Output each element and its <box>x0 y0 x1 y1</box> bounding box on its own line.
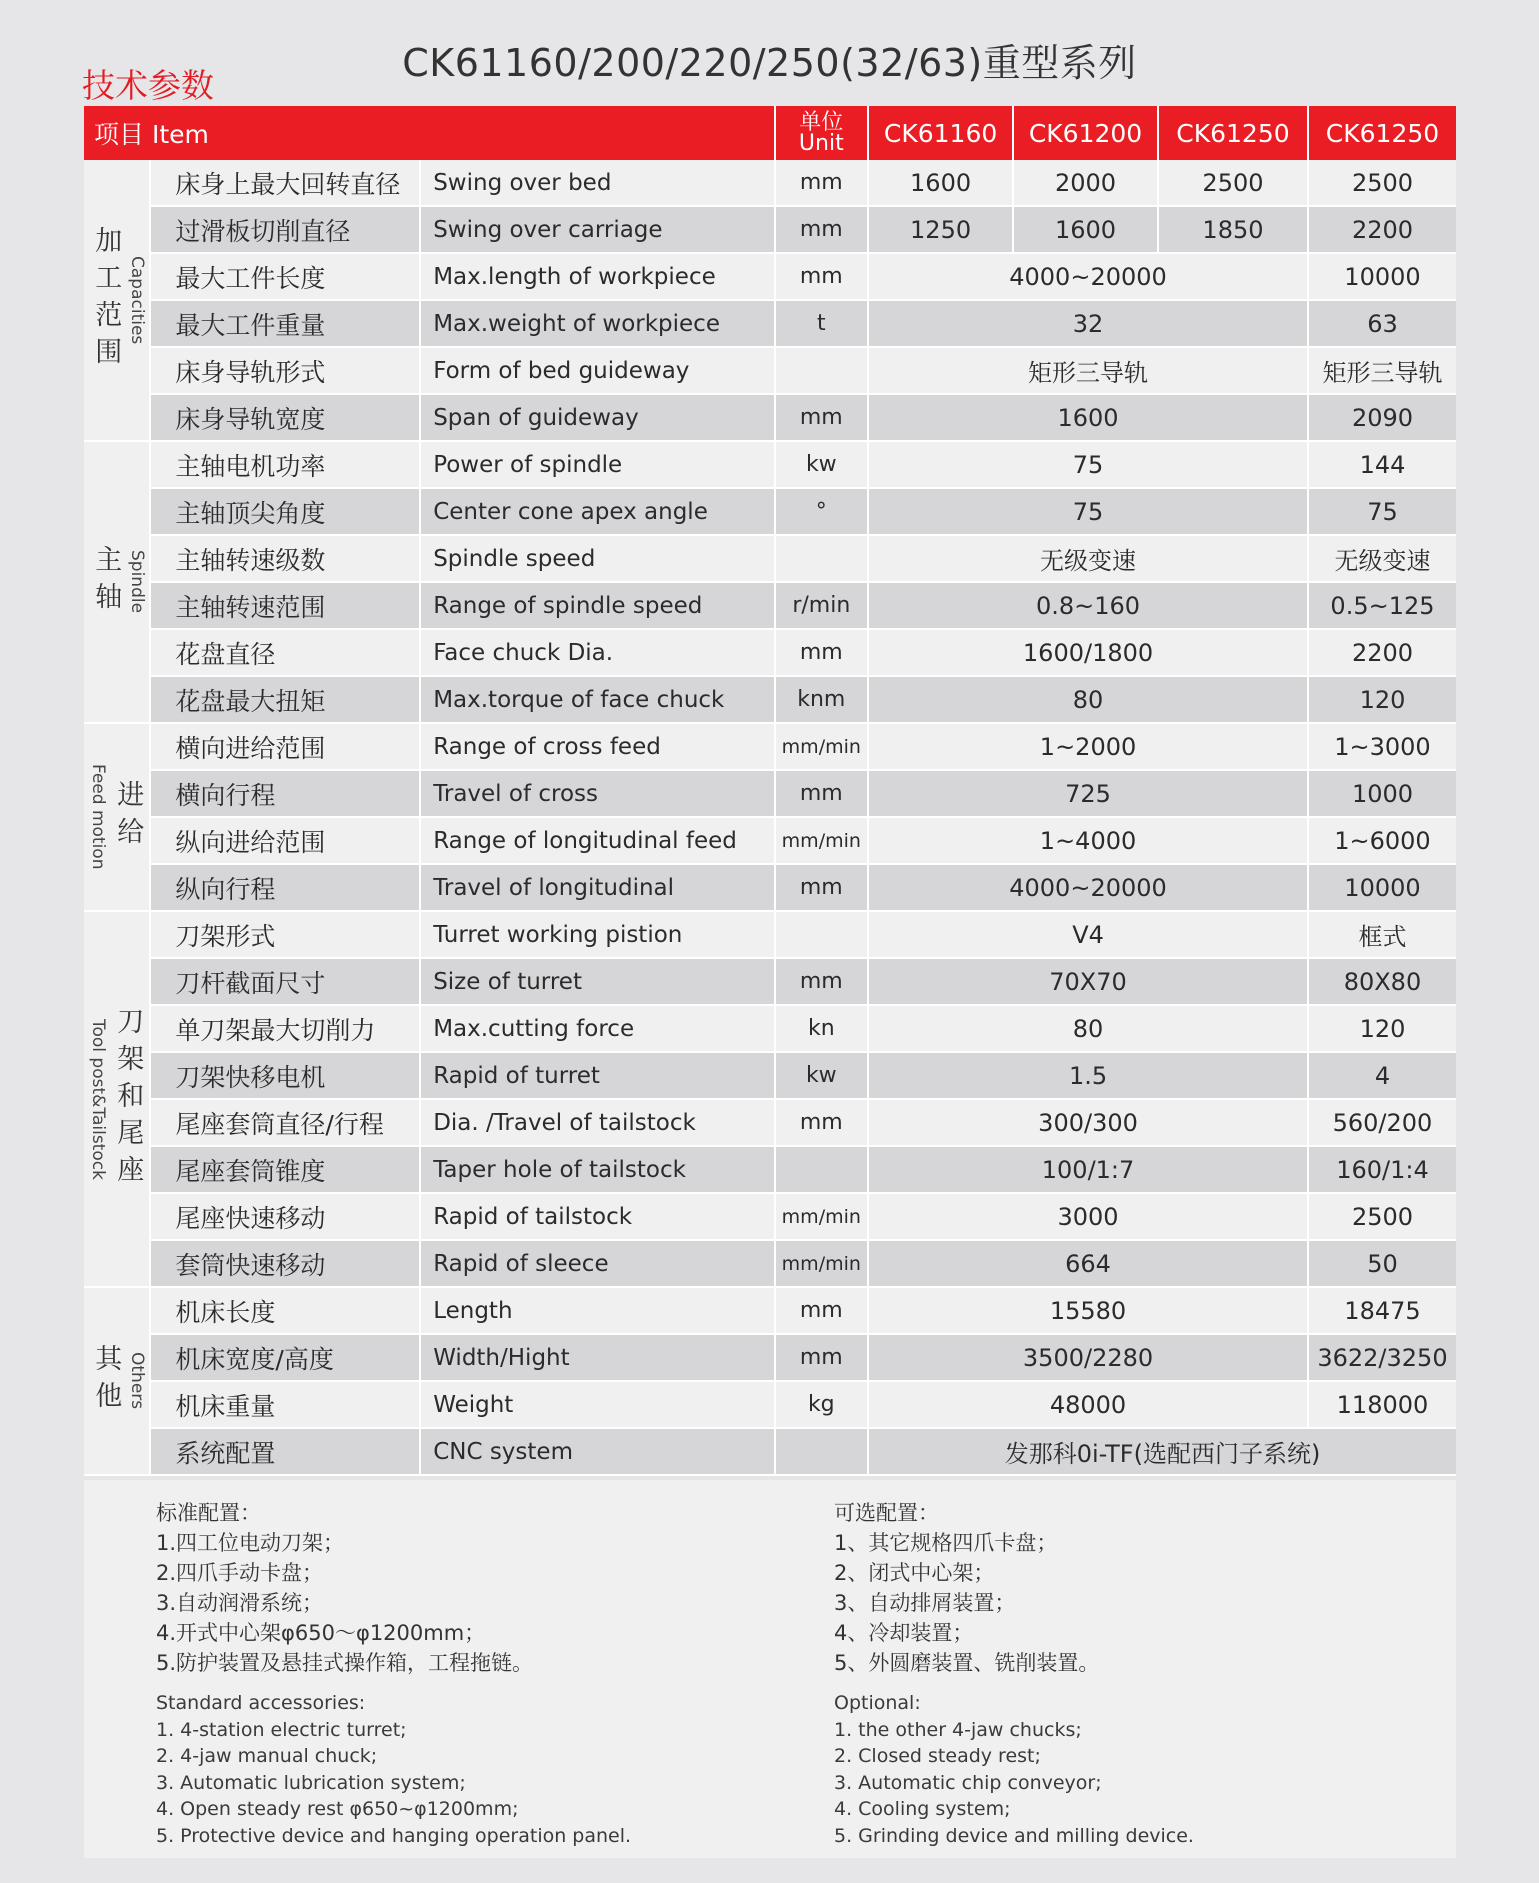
param-name-en: Range of spindle speed <box>420 582 774 629</box>
param-value: 75 <box>868 441 1308 488</box>
param-value: 18475 <box>1308 1287 1456 1334</box>
table-row <box>84 253 1456 300</box>
param-name-en: Weight <box>420 1381 774 1428</box>
param-name-cn: 尾座套筒直径/行程 <box>150 1099 420 1146</box>
table-row <box>84 958 1456 1005</box>
param-value: 2200 <box>1308 629 1456 676</box>
spec-table <box>84 106 1456 1476</box>
param-unit: mm <box>775 1287 869 1334</box>
param-name-cn: 过滑板切削直径 <box>150 206 420 253</box>
param-value: 560/200 <box>1308 1099 1456 1146</box>
param-name-cn: 尾座套筒锥度 <box>150 1146 420 1193</box>
param-value: 2500 <box>1308 160 1456 206</box>
param-name-cn: 套筒快速移动 <box>150 1240 420 1287</box>
table-row <box>84 1052 1456 1099</box>
table-row <box>84 1287 1456 1334</box>
section-title: 技术参数 <box>82 66 214 105</box>
param-name-cn: 纵向行程 <box>150 864 420 911</box>
table-row <box>84 160 1456 206</box>
param-unit: knm <box>775 676 869 723</box>
note-line: 2. Closed steady rest; <box>834 1745 1041 1767</box>
param-name-en: Max.cutting force <box>420 1005 774 1052</box>
param-name-en: Taper hole of tailstock <box>420 1146 774 1193</box>
param-name-cn: 主轴顶尖角度 <box>150 488 420 535</box>
param-value: 144 <box>1308 441 1456 488</box>
param-value: 发那科0i-TF(选配西门子系统) <box>868 1428 1456 1475</box>
param-name-cn: 机床长度 <box>150 1287 420 1334</box>
param-value: 70X70 <box>868 958 1308 1005</box>
param-value: 32 <box>868 300 1308 347</box>
param-value: 4 <box>1308 1052 1456 1099</box>
param-unit: mm <box>775 253 869 300</box>
param-value: 1850 <box>1158 206 1308 253</box>
page-title: CK61160/200/220/250(32/63)重型系列 <box>402 41 1137 85</box>
param-name-en: Dia. /Travel of tailstock <box>420 1099 774 1146</box>
param-value: V4 <box>868 911 1308 958</box>
note-line: Standard accessories: <box>156 1692 366 1714</box>
param-unit: mm <box>775 770 869 817</box>
param-unit <box>775 1146 869 1193</box>
param-value: 1250 <box>868 206 1013 253</box>
group-feed <box>84 723 150 911</box>
note-line: 3. Automatic chip conveyor; <box>834 1771 1102 1794</box>
param-name-cn: 主轴转速级数 <box>150 535 420 582</box>
param-name-en: Travel of cross <box>420 770 774 817</box>
note-line: 标准配置： <box>156 1501 261 1525</box>
header-model-2: CK61200 <box>1013 106 1158 160</box>
param-value: 2000 <box>1013 160 1158 206</box>
param-value: 3000 <box>868 1193 1308 1240</box>
note-line: 5.防护装置及悬挂式操作箱，工程拖链。 <box>156 1651 534 1675</box>
standard-accessories <box>156 1498 631 1849</box>
param-name-en: CNC system <box>420 1428 774 1475</box>
note-line: Tool post&Tailstock <box>88 1018 109 1180</box>
note-line: 1. 4-station electric turret; <box>156 1718 407 1741</box>
param-name-cn: 尾座快速移动 <box>150 1193 420 1240</box>
param-value: 725 <box>868 770 1308 817</box>
param-name-cn: 系统配置 <box>150 1428 420 1475</box>
param-unit <box>775 535 869 582</box>
param-value: 10000 <box>1308 864 1456 911</box>
param-value: 0.5~125 <box>1308 582 1456 629</box>
table-row <box>84 1240 1456 1287</box>
note-line: 单位 <box>799 110 844 135</box>
param-name-cn: 单刀架最大切削力 <box>150 1005 420 1052</box>
note-line: 5、外圆磨装置、铣削装置。 <box>834 1651 1100 1675</box>
note-line: 1. the other 4-jaw chucks; <box>834 1718 1082 1741</box>
param-name-cn: 最大工件长度 <box>150 253 420 300</box>
note-line: 3、自动排屑装置； <box>834 1591 1016 1615</box>
group-spindle <box>84 441 150 723</box>
table-row <box>84 1428 1456 1475</box>
param-value: 2500 <box>1158 160 1308 206</box>
param-unit: kn <box>775 1005 869 1052</box>
param-value: 75 <box>868 488 1308 535</box>
header-model-1: CK61160 <box>868 106 1013 160</box>
param-name-en: Power of spindle <box>420 441 774 488</box>
note-line: Others <box>127 1352 148 1410</box>
param-unit: mm/min <box>775 1193 869 1240</box>
param-value: 1~4000 <box>868 817 1308 864</box>
param-name-cn: 横向行程 <box>150 770 420 817</box>
param-name-en: Size of turret <box>420 958 774 1005</box>
param-name-en: Range of cross feed <box>420 723 774 770</box>
param-name-en: Spindle speed <box>420 535 774 582</box>
param-unit: mm <box>775 864 869 911</box>
param-value: 1.5 <box>868 1052 1308 1099</box>
param-value: 48000 <box>868 1381 1308 1428</box>
group-others <box>84 1287 150 1475</box>
param-value: 63 <box>1308 300 1456 347</box>
accessories-notes <box>84 1480 1456 1858</box>
param-name-en: Width/Hight <box>420 1334 774 1381</box>
param-value: 1600/1800 <box>868 629 1308 676</box>
table-row <box>84 300 1456 347</box>
param-value: 矩形三导轨 <box>868 347 1308 394</box>
table-row <box>84 911 1456 958</box>
param-value: 10000 <box>1308 253 1456 300</box>
param-name-cn: 纵向进给范围 <box>150 817 420 864</box>
param-value: 3622/3250 <box>1308 1334 1456 1381</box>
param-value: 100/1:7 <box>868 1146 1308 1193</box>
param-value: 4000~20000 <box>868 253 1308 300</box>
table-row <box>84 535 1456 582</box>
note-line: 4.开式中心架φ650～φ1200mm； <box>156 1621 486 1645</box>
param-unit: mm/min <box>775 1240 869 1287</box>
param-value: 2500 <box>1308 1193 1456 1240</box>
table-row <box>84 864 1456 911</box>
param-name-cn: 主轴电机功率 <box>150 441 420 488</box>
table-row <box>84 1146 1456 1193</box>
param-name-en: Form of bed guideway <box>420 347 774 394</box>
note-line: 4. Cooling system; <box>834 1798 1011 1820</box>
param-unit: mm <box>775 160 869 206</box>
note-line: 3. Automatic lubrication system; <box>156 1771 466 1794</box>
param-value: 120 <box>1308 1005 1456 1052</box>
param-name-cn: 刀杆截面尺寸 <box>150 958 420 1005</box>
param-value: 50 <box>1308 1240 1456 1287</box>
param-name-cn: 刀架形式 <box>150 911 420 958</box>
param-name-cn: 花盘最大扭矩 <box>150 676 420 723</box>
param-unit <box>775 911 869 958</box>
table-row <box>84 1005 1456 1052</box>
header-model-4: CK61250 <box>1308 106 1456 160</box>
param-name-en: Swing over bed <box>420 160 774 206</box>
param-value: 118000 <box>1308 1381 1456 1428</box>
param-name-en: Max.length of workpiece <box>420 253 774 300</box>
table-header <box>84 106 1456 160</box>
param-value: 2090 <box>1308 394 1456 441</box>
param-value: 框式 <box>1308 911 1456 958</box>
note-line: Feed motion <box>88 764 109 870</box>
param-unit: ° <box>775 488 869 535</box>
param-unit: mm <box>775 1099 869 1146</box>
note-line: Capacities <box>127 255 148 345</box>
param-name-cn: 床身导轨宽度 <box>150 394 420 441</box>
param-value: 1~3000 <box>1308 723 1456 770</box>
note-line: 2.四爪手动卡盘； <box>156 1561 324 1585</box>
param-value: 1600 <box>868 160 1013 206</box>
param-unit: t <box>775 300 869 347</box>
note-line: 主轴 <box>90 545 122 619</box>
param-unit: mm/min <box>775 723 869 770</box>
param-unit: kw <box>775 1052 869 1099</box>
param-name-en: Turret working pistion <box>420 911 774 958</box>
header-item: 项目 Item <box>84 106 775 160</box>
note-line: Optional: <box>834 1692 921 1714</box>
param-unit: kw <box>775 441 869 488</box>
note-line: 刀架和尾座 <box>112 1006 144 1192</box>
param-name-cn: 主轴转速范围 <box>150 582 420 629</box>
note-line: 2、闭式中心架； <box>834 1561 995 1585</box>
param-name-cn: 床身上最大回转直径 <box>150 160 420 206</box>
param-name-cn: 花盘直径 <box>150 629 420 676</box>
param-name-en: Length <box>420 1287 774 1334</box>
param-name-en: Max.torque of face chuck <box>420 676 774 723</box>
table-row <box>84 394 1456 441</box>
table-row <box>84 1193 1456 1240</box>
param-unit: mm <box>775 1334 869 1381</box>
param-value: 300/300 <box>868 1099 1308 1146</box>
param-name-en: Span of guideway <box>420 394 774 441</box>
table-row <box>84 817 1456 864</box>
table-row <box>84 723 1456 770</box>
table-row <box>84 1099 1456 1146</box>
note-line: 进给 <box>112 780 144 854</box>
note-line: 2. 4-jaw manual chuck; <box>156 1745 378 1767</box>
table-row <box>84 441 1456 488</box>
param-name-en: Center cone apex angle <box>420 488 774 535</box>
param-value: 1000 <box>1308 770 1456 817</box>
note-line: 4、冷却装置； <box>834 1621 974 1645</box>
param-name-en: Rapid of tailstock <box>420 1193 774 1240</box>
param-value: 75 <box>1308 488 1456 535</box>
param-value: 160/1:4 <box>1308 1146 1456 1193</box>
param-value: 3500/2280 <box>868 1334 1308 1381</box>
param-value: 664 <box>868 1240 1308 1287</box>
table-row <box>84 488 1456 535</box>
param-name-cn: 刀架快移电机 <box>150 1052 420 1099</box>
param-value: 0.8~160 <box>868 582 1308 629</box>
param-unit: mm <box>775 629 869 676</box>
note-line: 5. Grinding device and milling device. <box>834 1824 1194 1847</box>
param-value: 80 <box>868 1005 1308 1052</box>
param-unit: mm/min <box>775 817 869 864</box>
param-name-en: Max.weight of workpiece <box>420 300 774 347</box>
param-name-cn: 机床宽度/高度 <box>150 1334 420 1381</box>
param-name-en: Swing over carriage <box>420 206 774 253</box>
param-value: 4000~20000 <box>868 864 1308 911</box>
param-value: 1600 <box>1013 206 1158 253</box>
note-line: 可选配置： <box>834 1501 939 1525</box>
note-line: Unit <box>798 131 844 156</box>
param-name-en: Travel of longitudinal <box>420 864 774 911</box>
param-name-cn: 床身导轨形式 <box>150 347 420 394</box>
param-unit: mm <box>775 958 869 1005</box>
note-line: 1、其它规格四爪卡盘； <box>834 1531 1058 1555</box>
param-unit: mm <box>775 394 869 441</box>
group-capacities <box>84 160 150 441</box>
table-row <box>84 676 1456 723</box>
param-unit: r/min <box>775 582 869 629</box>
table-row <box>84 1381 1456 1428</box>
param-unit: mm <box>775 206 869 253</box>
table-row <box>84 582 1456 629</box>
header-model-3: CK61250 <box>1158 106 1308 160</box>
note-line: 加工范围 <box>90 226 122 374</box>
param-unit <box>775 347 869 394</box>
param-name-en: Rapid of turret <box>420 1052 774 1099</box>
note-line: 其他 <box>90 1344 122 1418</box>
param-value: 1~6000 <box>1308 817 1456 864</box>
param-unit <box>775 1428 869 1475</box>
param-value: 无级变速 <box>868 535 1308 582</box>
table-row <box>84 206 1456 253</box>
param-name-cn: 横向进给范围 <box>150 723 420 770</box>
param-value: 80 <box>868 676 1308 723</box>
table-row <box>84 629 1456 676</box>
param-value: 矩形三导轨 <box>1308 347 1456 394</box>
param-name-en: Range of longitudinal feed <box>420 817 774 864</box>
note-line: 4. Open steady rest φ650~φ1200mm; <box>156 1798 519 1820</box>
header-unit <box>775 106 869 160</box>
note-line: Spindle <box>127 550 148 614</box>
param-name-cn: 最大工件重量 <box>150 300 420 347</box>
param-value: 无级变速 <box>1308 535 1456 582</box>
note-line: 1.四工位电动刀架； <box>156 1531 345 1555</box>
param-name-en: Face chuck Dia. <box>420 629 774 676</box>
group-tool <box>84 911 150 1287</box>
param-value: 15580 <box>868 1287 1308 1334</box>
note-line: 3.自动润滑系统； <box>156 1591 324 1615</box>
param-value: 2200 <box>1308 206 1456 253</box>
optional-accessories <box>834 1498 1194 1849</box>
param-value: 80X80 <box>1308 958 1456 1005</box>
table-row <box>84 770 1456 817</box>
param-name-cn: 机床重量 <box>150 1381 420 1428</box>
param-value: 1600 <box>868 394 1308 441</box>
param-value: 120 <box>1308 676 1456 723</box>
param-name-en: Rapid of sleece <box>420 1240 774 1287</box>
param-unit: kg <box>775 1381 869 1428</box>
note-line: 5. Protective device and hanging operation panel. <box>156 1824 632 1847</box>
param-value: 1~2000 <box>868 723 1308 770</box>
table-row <box>84 1334 1456 1381</box>
table-row <box>84 347 1456 394</box>
